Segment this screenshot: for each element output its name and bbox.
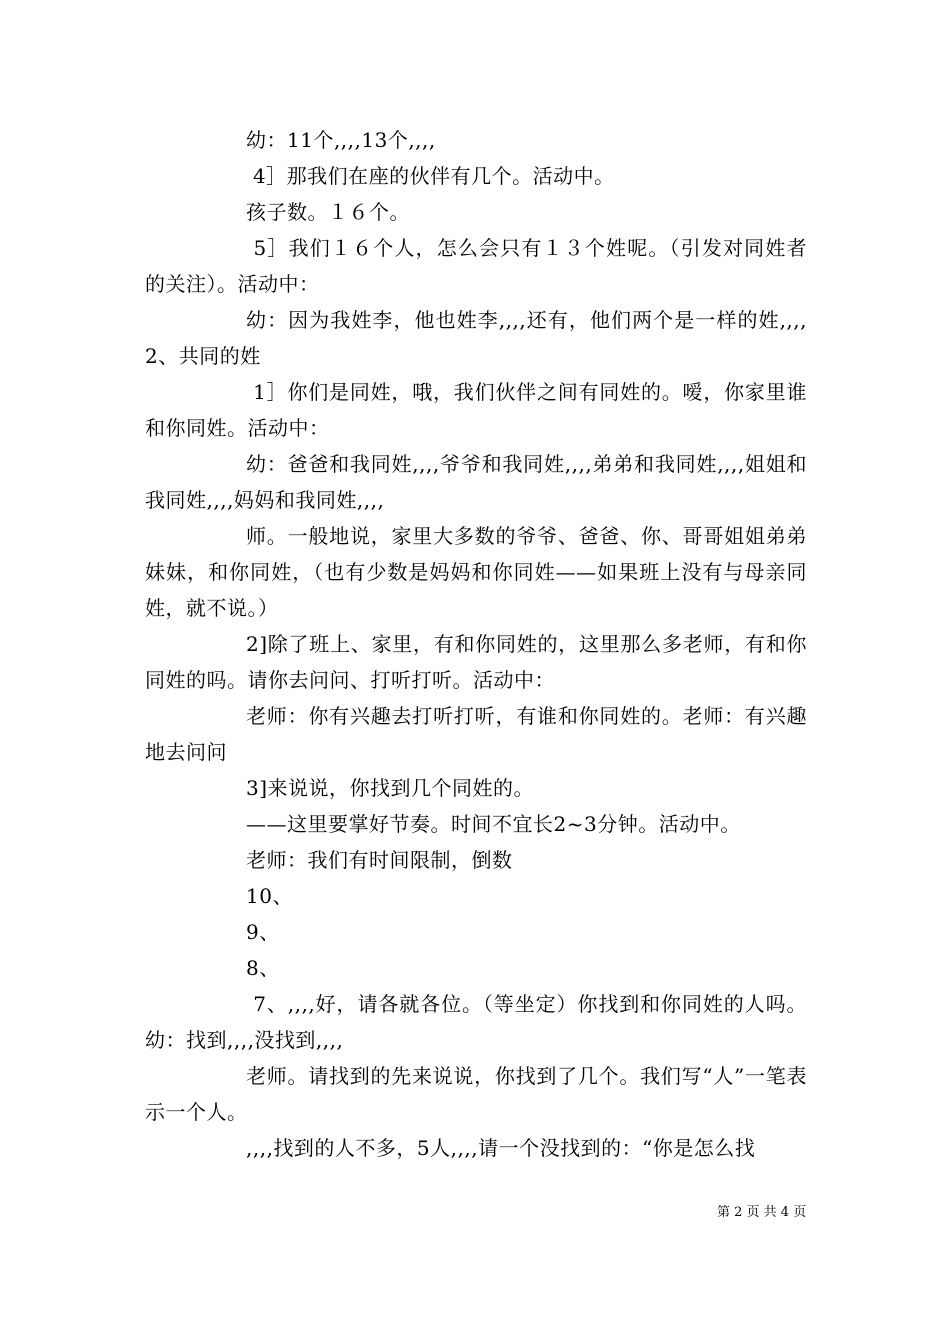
document-body bbox=[145, 122, 814, 1166]
paragraph: 2]除了班上、家里，有和你同姓的，这里那么多老师，有和你同姓的吗。请你去问问、打听打听。活动中： bbox=[145, 632, 807, 692]
paragraph: 老师：你有兴趣去打听打听，有谁和你同姓的。老师：有兴趣地去问问 bbox=[145, 704, 807, 764]
paragraph: 老师：我们有时间限制，倒数 bbox=[246, 848, 513, 872]
paragraph: 5］我们１６个人，怎么会只有１３个姓呢。（引发对同姓者的关注）。活动中： bbox=[145, 236, 807, 296]
paragraph: 1］你们是同姓，哦，我们伙伴之间有同姓的。嗳，你家里谁和你同姓。活动中： bbox=[145, 380, 807, 440]
paragraph: 4］那我们在座的伙伴有几个。活动中。 bbox=[246, 164, 615, 188]
paragraph: 9、 bbox=[246, 920, 280, 944]
paragraph: 幼：爸爸和我同姓,,,,爷爷和我同姓,,,,弟弟和我同姓,,,,姐姐和我同姓,,,,妈妈和我同姓,,,, bbox=[145, 452, 807, 512]
paragraph: 7、,,,,好，请各就各位。（等坐定）你找到和你同姓的人吗。幼：找到,,,,没找到,,,, bbox=[145, 992, 807, 1052]
paragraph: 10、 bbox=[246, 884, 293, 908]
paragraph: 8、 bbox=[246, 956, 280, 980]
paragraph: 幼：11个,,,,13个,,,, bbox=[246, 128, 436, 152]
paragraph: 老师。请找到的先来说说，你找到了几个。我们写“人”一笔表示一个人。 bbox=[145, 1064, 807, 1124]
paragraph: 师。一般地说，家里大多数的爷爷、爸爸、你、哥哥姐姐弟弟妹妹，和你同姓，（也有少数是妈妈和你同姓——如果班上没有与母亲同姓，就不说。） bbox=[145, 524, 807, 620]
paragraph: 3]来说说，你找到几个同姓的。 bbox=[246, 776, 535, 800]
paragraph: ——这里要掌好节奏。时间不宜长2~3分钟。活动中。 bbox=[246, 812, 741, 836]
paragraph: ,,,,找到的人不多，5人,,,,请一个没找到的：“你是怎么找 bbox=[246, 1136, 756, 1160]
page-number-footer: 第 2 页 共 4 页 bbox=[717, 1205, 807, 1220]
paragraph: 幼：因为我姓李，他也姓李,,,,还有，他们两个是一样的姓,,,, 2、共同的姓 bbox=[145, 308, 814, 368]
paragraph: 孩子数。１６个。 bbox=[246, 200, 410, 224]
